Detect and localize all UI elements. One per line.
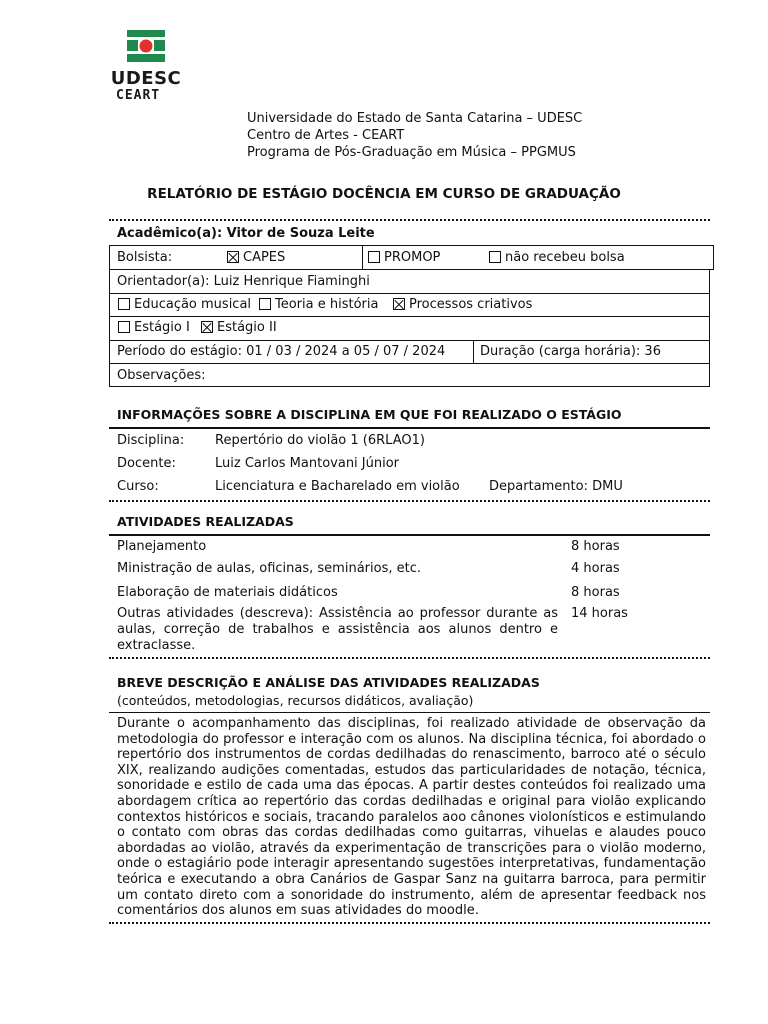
activity-teaching: Ministração de aulas, oficinas, seminários, etc. (117, 561, 421, 576)
observations-label: Observações: (117, 368, 206, 383)
student-name: Acadêmico(a): Vitor de Souza Leite (117, 226, 375, 241)
department: Departamento: DMU (489, 479, 623, 494)
divider-solid (109, 712, 710, 713)
teacher-label: Docente: (117, 456, 176, 471)
analysis-text: Durante o acompanhamento das disciplinas, foi realizado atividade de observação da metodologia do professor e interação com os alunos. Na disciplina técnica, foi abordado o repertório dos instrumentos de cordas dedilhadas do renascimento, barroco até o século XIX, realizando audições comentadas, estudos das particularidades de notação, técnica, sonoridade e estilo de cada uma das épocas. A partir destes conteúdos foi realizado uma abordagem crítica ao repertório das cordas dedilhadas e original para violão explicando contextos históricos e sociais, tracando paralelos aoo cânones violonísticos e estimulando o contato com obras das cordas dedilhadas como guitarras, vihuelas e alaudes pouco abordadas ao violão, através da experimentação de transcrições para o violão moderno, onde o estagiário pode interagir apresentando sugestões interpretativas, fundamentação teórica e executando a obra Canários de Gaspar Sanz na guitarra barroca, para permitir um contato direto com a sonoridade do instrumento, além de apresentar feedback nos comentários dos alunos em suas atividades do moodle. (117, 716, 706, 919)
activity-other-line-1: Outras atividades (descreva): Assistência ao professor durante as (117, 606, 558, 621)
activity-hours: 8 horas (571, 539, 620, 554)
analysis-heading: BREVE DESCRIÇÃO E ANÁLISE DAS ATIVIDADES REALIZADAS (117, 675, 540, 690)
institution-line-2: Centro de Artes - CEART (247, 128, 405, 143)
institution-header (247, 110, 582, 161)
activity-materials: Elaboração de materiais didáticos (117, 585, 338, 600)
checkbox-checked-icon[interactable] (393, 298, 405, 310)
stage-option-2[interactable] (201, 320, 277, 335)
institution-line-3: Programa de Pós-Graduação em Música – PPGMUS (247, 145, 576, 160)
divider-solid (109, 427, 710, 429)
cell-divider (362, 245, 363, 270)
divider-dotted (109, 500, 710, 502)
area-option-theory-history[interactable] (259, 297, 378, 312)
udesc-logo (108, 30, 184, 102)
area-option-creative-processes[interactable] (393, 297, 532, 312)
scholarship-option-none[interactable] (489, 250, 625, 265)
activities-heading: ATIVIDADES REALIZADAS (117, 514, 294, 529)
area-option-music-education[interactable] (118, 297, 251, 312)
checkbox-checked-icon[interactable] (227, 251, 239, 263)
teacher-value: Luiz Carlos Mantovani Júnior (215, 456, 400, 471)
course-value: Licenciatura e Bacharelado em violão (215, 479, 460, 494)
report-title: RELATÓRIO DE ESTÁGIO DOCÊNCIA EM CURSO DE GRADUAÇÃO (147, 186, 621, 202)
activity-hours: 14 horas (571, 606, 628, 621)
activity-hours: 8 horas (571, 585, 620, 600)
activity-hours: 4 horas (571, 561, 620, 576)
discipline-label: Disciplina: (117, 433, 185, 448)
checkbox-empty-icon[interactable] (259, 298, 271, 310)
divider-dotted (109, 922, 710, 924)
logo-subname: CEART (116, 88, 161, 99)
row-divider (109, 293, 710, 294)
institution-line-1: Universidade do Estado de Santa Catarina – UDESC (247, 111, 583, 126)
stage-option-1[interactable] (118, 320, 190, 335)
divider-dotted (109, 657, 710, 659)
internship-duration: Duração (carga horária): 36 (480, 344, 661, 359)
option-label: Educação musical (134, 297, 252, 312)
checkbox-empty-icon[interactable] (118, 298, 130, 310)
course-label: Curso: (117, 479, 159, 494)
advisor: Orientador(a): Luiz Henrique Fiaminghi (117, 274, 370, 289)
cell-divider (473, 340, 474, 364)
divider-solid (109, 534, 710, 536)
checkbox-checked-icon[interactable] (201, 321, 213, 333)
discipline-value: Repertório do violão 1 (6RLAO1) (215, 433, 425, 448)
row-divider (109, 316, 710, 317)
option-label: PROMOP (384, 250, 441, 265)
row-divider (109, 340, 710, 341)
option-label: Processos criativos (409, 297, 533, 312)
checkbox-empty-icon[interactable] (489, 251, 501, 263)
scholarship-option-promop[interactable] (368, 250, 440, 265)
activity-other-line-2: aulas, correção de trabalhos e assistência aos alunos dentro e (117, 622, 558, 637)
scholarship-option-capes[interactable] (227, 250, 285, 265)
analysis-subheading: (conteúdos, metodologias, recursos didáticos, avaliação) (117, 693, 474, 708)
logo-name: UDESC (110, 68, 182, 89)
option-label: Estágio II (217, 320, 277, 335)
discipline-heading: INFORMAÇÕES SOBRE A DISCIPLINA EM QUE FOI REALIZADO O ESTÁGIO (117, 407, 622, 422)
row-divider (109, 363, 710, 364)
udesc-logo-mark-icon (127, 30, 165, 64)
option-label: Teoria e história (275, 297, 379, 312)
checkbox-empty-icon[interactable] (118, 321, 130, 333)
checkbox-empty-icon[interactable] (368, 251, 380, 263)
option-label: não recebeu bolsa (505, 250, 625, 265)
option-label: Estágio I (134, 320, 190, 335)
activity-other-line-3: extraclasse. (117, 638, 196, 653)
activity-planning: Planejamento (117, 539, 207, 554)
option-label: CAPES (243, 250, 286, 265)
internship-period: Período do estágio: 01 / 03 / 2024 a 05 / 07 / 2024 (117, 344, 446, 359)
divider-dotted (109, 219, 710, 221)
scholarship-label: Bolsista: (117, 250, 173, 265)
